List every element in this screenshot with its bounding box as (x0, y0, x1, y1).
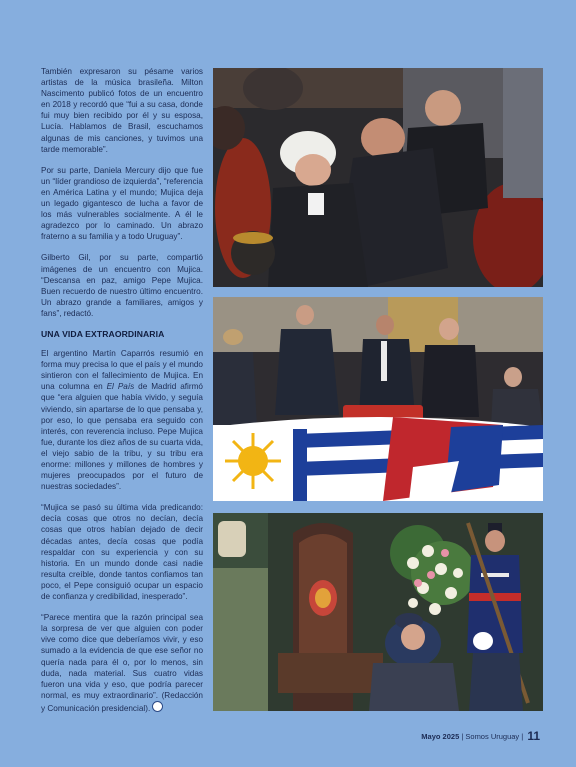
issue-date: Mayo 2025 (421, 732, 460, 741)
page-footer (421, 729, 540, 743)
paragraph-caparros (41, 348, 203, 492)
article-end-icon (152, 701, 163, 712)
photo-condolences-image (213, 68, 543, 287)
paragraph-milton-nascimento: También expresaron su pésame varios artistas de la música brasileña. Milton Nascimento publicó fotos de un encuentro en 2018 y recordó que “fui a su casa, donde fui muy bien recibido por él y su esposa, Lucía. Hablamos de Brasil, escuchamos algunas de mis canciones, y tuvimos una tarde memorable”. (41, 67, 203, 154)
paragraph-caparros-part1: El argentino Martín Caparrós resumió en forma muy precisa lo que el país y el mundo sintieron con el fallecimiento de Mujica. En una columna en (41, 349, 203, 392)
page-number: 11 (527, 729, 540, 743)
photo-condolences (213, 68, 543, 287)
paragraph-gilberto-gil: Gilberto Gil, por su parte, compartió imágenes de un encuentro con Mujica. “Descansa en paz, amigo Pepe Mujica. Buen recuerdo de nuestro último encuentro. Un abrazo grande a familiares, amigos y fans”, redactó. (41, 253, 203, 318)
photo-coffin-dignitaries (213, 297, 543, 501)
paragraph-last-life: “Mujica se pasó su última vida predicando: decía cosas que otros no decían, decía cosas que otros habían dejado de decir décadas antes, decía cosas que podía respaldar con su experiencia y con su historia. En un mundo donde casi nadie resulta creíble, donde tantos confiamos tan poco, el Pepe consiguió ocupar un espacio de confianza y credibilidad, inesperado”. (41, 503, 203, 602)
newspaper-name: El País (106, 382, 135, 392)
article-text-column (41, 66, 203, 724)
footer-separator: | (521, 732, 524, 741)
photo-honor-guard (213, 513, 543, 711)
footer-separator: | (461, 732, 464, 741)
photo-coffin-dignitaries-image (213, 297, 543, 501)
paragraph-daniela-mercury: Por su parte, Daniela Mercury dijo que fue un “líder grandioso de izquierda”, “referencia en América Latina y el mundo; Mujica deja un legado gigantesco de lucha a favor de los más vulnerables socialmente. A él le agradezco por lo caminado. Un abrazo fraterno a su familia y a todo Uruguay”. (41, 165, 203, 242)
section-heading: UNA VIDA EXTRAORDINARIA (41, 328, 165, 339)
paragraph-caparros-part2: de Madrid afirmó que “era alguien que había vivido, y seguía viviendo, sin apartarse de lo que pensaba y, por eso, lo que pensaba era seguido con interés, con reverencia incluso. Pepe Mujica fue, durante los diez años de su cuarta vida, el viejo sabio de la tribu, y su tribu era enorme: millones y millones de hombres y mujeres preocupados por el futuro de nuestras sociedades”. (41, 382, 203, 492)
paragraph-closing (41, 612, 203, 714)
photo-honor-guard-image (213, 513, 543, 711)
magazine-name: Somos Uruguay (465, 732, 520, 741)
paragraph-closing-text: “Parece mentira que la razón principal sea la sorpresa de ver que alguien con poder vive como dice que deberíamos vivir, y eso sumado a la evidencia de que ese señor no quería nada para él o, por lo menos, sin duda, nada material. Sus cuatro vidas fueron una vida y eso, que podría parecer normal, es muy extraordinario”. (Redacción y Comunicación presidencial). (41, 613, 203, 713)
